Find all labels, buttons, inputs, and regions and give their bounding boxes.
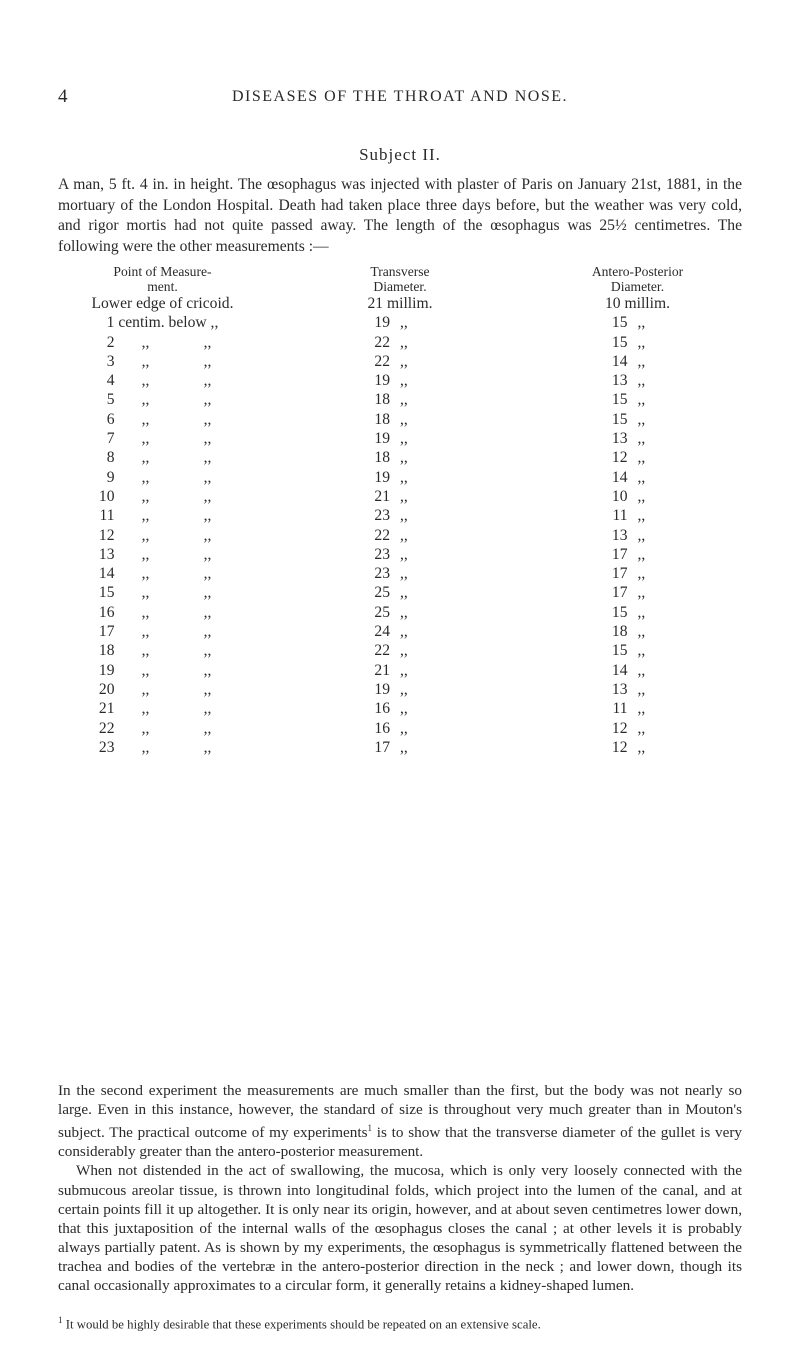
ditto-mark: ,, — [141, 738, 150, 756]
ditto-mark: ,, — [203, 623, 212, 641]
cell-point — [40, 719, 285, 738]
cell-antero — [515, 390, 760, 409]
ditto-mark: ,, — [141, 410, 150, 428]
cell-transverse — [285, 719, 515, 738]
ditto-mark: ,, — [141, 661, 150, 679]
header-antero-line2: Diameter. — [610, 279, 665, 294]
footnote-text: It would be highly desirable that these experiments should be repeated on an extensive scale. — [62, 1317, 541, 1332]
ditto-mark: ,, — [203, 738, 212, 756]
transverse-value: 18 — [374, 391, 390, 409]
ditto-mark: ,, — [637, 314, 646, 332]
paragraph-text: is to show that the transverse diameter of the gullet is very considerably greater than the antero-posterior measurement. — [58, 1124, 742, 1161]
transverse-value: 22 — [374, 526, 390, 544]
ditto-mark: ,, — [203, 430, 212, 448]
cell-transverse — [285, 506, 515, 525]
ditto-mark: ,, — [400, 372, 408, 390]
ditto-mark: ,, — [141, 352, 150, 370]
cell-transverse — [285, 564, 515, 583]
point-number: 2 — [106, 333, 115, 351]
ditto-mark: ,, — [400, 738, 408, 756]
table-row — [40, 429, 760, 448]
antero-value: 17 — [611, 545, 628, 563]
cell-transverse — [285, 371, 515, 390]
header-point — [40, 264, 285, 294]
cell-point — [40, 583, 285, 602]
cell-antero — [515, 738, 760, 757]
cell-transverse — [285, 468, 515, 487]
point-number: 21 — [98, 700, 115, 718]
ditto-mark: ,, — [637, 449, 646, 467]
antero-value: 15 — [611, 642, 628, 660]
ditto-mark: ,, — [203, 603, 212, 621]
cell-point — [40, 680, 285, 699]
table-row — [40, 371, 760, 390]
antero-value: 15 — [611, 314, 628, 332]
antero-value: 14 — [611, 352, 628, 370]
cell-transverse — [285, 641, 515, 660]
cell-antero — [515, 506, 760, 525]
subject-heading: Subject II. — [359, 145, 441, 164]
ditto-mark: ,, — [203, 333, 212, 351]
paragraph-text: In the second experiment the measurements are much smaller than the first, but the body was not nearly so large. Even in this instance, however, the standard of size is throughout very much greater than in Mouton's subject. The practical outcome of my experiments — [58, 1082, 742, 1142]
ditto-mark: ,, — [400, 449, 408, 467]
antero-value: 13 — [611, 372, 628, 390]
ditto-mark: ,, — [141, 526, 150, 544]
cell-antero — [515, 680, 760, 699]
cell-transverse — [285, 738, 515, 757]
ditto-mark: ,, — [400, 700, 408, 718]
ditto-mark: ,, — [141, 642, 150, 660]
point-number: 4 — [106, 372, 115, 390]
ditto-mark: ,, — [141, 584, 150, 602]
antero-value: 15 — [611, 603, 628, 621]
ditto-mark: ,, — [637, 603, 646, 621]
transverse-value: 19 — [374, 680, 390, 698]
ditto-mark: ,, — [203, 391, 212, 409]
table-row — [40, 487, 760, 506]
page-number: 4 — [58, 86, 68, 107]
intro-paragraph: A man, 5 ft. 4 in. in height. The œsophagus was injected with plaster of Paris on January 21st, 1881, in the mortuary of the London Hospital. Death had taken place three days before, but the weather was very cold, and rigor mortis had not quite passed away. The length of the œsophagus was 25½ centimetres. The following were the other measurements :— — [58, 176, 742, 256]
ditto-mark: ,, — [141, 719, 150, 737]
cell-point — [40, 545, 285, 564]
transverse-value: 21 — [374, 487, 390, 505]
ditto-mark: ,, — [203, 719, 212, 737]
cell-point — [40, 410, 285, 429]
ditto-mark: ,, — [203, 372, 212, 390]
cell-transverse — [285, 526, 515, 545]
cell-antero: 10 millim. — [605, 295, 670, 312]
table-row — [40, 410, 760, 429]
ditto-mark: ,, — [400, 526, 408, 544]
ditto-mark: ,, — [637, 487, 646, 505]
cell-transverse — [285, 622, 515, 641]
ditto-mark: ,, — [637, 680, 646, 698]
table-row — [40, 738, 760, 757]
transverse-value: 24 — [374, 623, 390, 641]
cell-transverse: 21 millim. — [367, 295, 433, 312]
ditto-mark: ,, — [400, 680, 408, 698]
cell-antero — [515, 661, 760, 680]
header-transverse-line2: Diameter. — [373, 279, 427, 294]
antero-value: 11 — [612, 700, 628, 718]
transverse-value: 19 — [374, 468, 390, 486]
point-number: 12 — [98, 526, 115, 544]
table-row — [40, 333, 760, 352]
ditto-mark: ,, — [400, 623, 408, 641]
point-number: 7 — [106, 430, 115, 448]
transverse-value: 17 — [374, 738, 390, 756]
cell-antero — [515, 410, 760, 429]
transverse-value: 19 — [374, 372, 390, 390]
cell-transverse — [285, 661, 515, 680]
cell-point — [40, 487, 285, 506]
cell-transverse — [285, 487, 515, 506]
point-number: 8 — [106, 449, 115, 467]
ditto-mark: ,, — [400, 507, 408, 525]
table-row — [40, 680, 760, 699]
transverse-value: 19 — [374, 430, 390, 448]
cell-point — [40, 468, 285, 487]
antero-value: 12 — [611, 719, 628, 737]
table-row — [40, 448, 760, 467]
table-row — [40, 390, 760, 409]
cell-transverse — [285, 680, 515, 699]
antero-value: 15 — [611, 391, 628, 409]
footnote — [58, 1313, 742, 1332]
table-header-row — [40, 264, 760, 294]
cell-transverse — [285, 390, 515, 409]
cell-antero — [515, 641, 760, 660]
ditto-mark: ,, — [141, 507, 150, 525]
cell-point — [40, 699, 285, 718]
ditto-mark: ,, — [203, 584, 212, 602]
cell-point — [40, 526, 285, 545]
transverse-value: 22 — [374, 333, 390, 351]
ditto-mark: ,, — [400, 565, 408, 583]
ditto-mark: ,, — [141, 680, 150, 698]
cell-antero — [515, 622, 760, 641]
cell-antero — [515, 583, 760, 602]
ditto-mark: ,, — [141, 545, 150, 563]
header-transverse — [285, 264, 515, 294]
table-row — [40, 564, 760, 583]
point-number: 15 — [98, 584, 115, 602]
cell-transverse — [285, 603, 515, 622]
cell-transverse — [285, 352, 515, 371]
ditto-mark: ,, — [203, 565, 212, 583]
ditto-mark: ,, — [203, 410, 212, 428]
cell-transverse — [285, 699, 515, 718]
ditto-mark: ,, — [203, 545, 212, 563]
cell-transverse — [285, 448, 515, 467]
ditto-mark: ,, — [637, 623, 646, 641]
ditto-mark: ,, — [141, 430, 150, 448]
table-row — [40, 468, 760, 487]
transverse-value: 25 — [374, 584, 390, 602]
antero-value: 11 — [612, 507, 628, 525]
running-title: DISEASES OF THE THROAT AND NOSE. — [231, 88, 569, 105]
ditto-mark: ,, — [141, 700, 150, 718]
table-row — [40, 294, 760, 313]
ditto-mark: ,, — [203, 352, 212, 370]
table-row — [40, 622, 760, 641]
measurements-table — [40, 264, 760, 757]
ditto-mark: ,, — [400, 410, 408, 428]
transverse-value: 22 — [374, 352, 390, 370]
point-number: 13 — [98, 545, 115, 563]
table-row — [40, 506, 760, 525]
point-number: 22 — [98, 719, 115, 737]
paragraph-second-experiment — [58, 1081, 742, 1161]
point-number: 14 — [98, 565, 115, 583]
transverse-value: 16 — [374, 700, 390, 718]
ditto-mark: ,, — [141, 391, 150, 409]
header-point-line2: ment. — [147, 279, 178, 294]
table-row — [40, 313, 760, 332]
ditto-mark: ,, — [141, 565, 150, 583]
ditto-mark: ,, — [637, 545, 646, 563]
header-transverse-line1: Transverse — [370, 264, 430, 279]
ditto-mark: ,, — [637, 391, 646, 409]
ditto-mark: ,, — [400, 584, 408, 602]
ditto-mark: ,, — [203, 526, 212, 544]
cell-antero — [515, 371, 760, 390]
point-number: 23 — [98, 738, 115, 756]
header-antero-line1: Antero-Posterior — [591, 264, 684, 279]
transverse-value: 25 — [374, 603, 390, 621]
ditto-mark: ,, — [637, 333, 646, 351]
transverse-value: 23 — [374, 565, 390, 583]
cell-point — [40, 352, 285, 371]
cell-point — [40, 603, 285, 622]
cell-point — [40, 564, 285, 583]
antero-value: 10 — [611, 487, 628, 505]
point-number: 17 — [98, 623, 115, 641]
header-antero — [515, 264, 760, 294]
ditto-mark: ,, — [637, 352, 646, 370]
transverse-value: 18 — [374, 449, 390, 467]
ditto-mark: ,, — [400, 661, 408, 679]
ditto-mark: ,, — [141, 468, 150, 486]
ditto-mark: ,, — [141, 487, 150, 505]
antero-value: 13 — [611, 430, 628, 448]
transverse-value: 18 — [374, 410, 390, 428]
ditto-mark: ,, — [637, 372, 646, 390]
antero-value: 13 — [611, 526, 628, 544]
point-number: 19 — [98, 661, 115, 679]
cell-transverse — [285, 583, 515, 602]
antero-value: 12 — [611, 449, 628, 467]
ditto-mark: ,, — [637, 410, 646, 428]
cell-point — [40, 429, 285, 448]
point-number: 18 — [98, 642, 115, 660]
ditto-mark: ,, — [400, 719, 408, 737]
ditto-mark: ,, — [400, 430, 408, 448]
cell-antero — [515, 545, 760, 564]
cell-antero — [515, 526, 760, 545]
ditto-mark: ,, — [637, 430, 646, 448]
cell-point: 1 centim. below ,, — [106, 314, 219, 332]
transverse-value: 19 — [374, 314, 390, 332]
ditto-mark: ,, — [637, 738, 646, 756]
point-number: 5 — [106, 391, 115, 409]
cell-antero — [515, 468, 760, 487]
ditto-mark: ,, — [203, 487, 212, 505]
transverse-value: 23 — [374, 507, 390, 525]
antero-value: 17 — [611, 584, 628, 602]
table-row — [40, 661, 760, 680]
cell-point — [40, 738, 285, 757]
ditto-mark: ,, — [141, 372, 150, 390]
table-row — [40, 526, 760, 545]
cell-point — [40, 622, 285, 641]
point-number: 20 — [98, 680, 115, 698]
header-point-line1: Point of Measure- — [113, 264, 212, 279]
cell-transverse — [285, 333, 515, 352]
ditto-mark: ,, — [400, 642, 408, 660]
ditto-mark: ,, — [400, 352, 408, 370]
cell-antero — [515, 719, 760, 738]
cell-point — [40, 506, 285, 525]
cell-antero — [515, 448, 760, 467]
cell-point — [40, 333, 285, 352]
paragraph-mucosa: When not distended in the act of swallowing, the mucosa, which is only very loosely connected with the submucous areolar tissue, is thrown into longitudinal folds, which project into the lumen of the canal, and at certain points fill it up altogether. It is only near its origin, however, and at about seven centimetres lower down, that this juxtaposition of the internal walls of the œsophagus closes the canal ; at other levels it is probably always partially patent. As is shown by my experiments, the œsophagus is symmetrically flattened between the trachea and bodies of the vertebræ in the antero-posterior direction in the neck ; and lower down, though its canal occasionally approximates to a circular form, it generally retains a kidney-shaped lumen. — [58, 1162, 742, 1294]
ditto-mark: ,, — [203, 507, 212, 525]
antero-value: 15 — [611, 410, 628, 428]
table-row — [40, 641, 760, 660]
ditto-mark: ,, — [400, 487, 408, 505]
cell-point — [40, 371, 285, 390]
ditto-mark: ,, — [400, 545, 408, 563]
cell-transverse — [285, 545, 515, 564]
transverse-value: 16 — [374, 719, 390, 737]
cell-antero — [515, 603, 760, 622]
point-number: 10 — [98, 487, 115, 505]
ditto-mark: ,, — [400, 468, 408, 486]
table-row — [40, 352, 760, 371]
ditto-mark: ,, — [637, 565, 646, 583]
ditto-mark: ,, — [637, 526, 646, 544]
ditto-mark: ,, — [637, 719, 646, 737]
ditto-mark: ,, — [203, 468, 212, 486]
cell-transverse — [285, 313, 515, 332]
ditto-mark: ,, — [637, 468, 646, 486]
antero-value: 12 — [611, 738, 628, 756]
antero-value: 13 — [611, 680, 628, 698]
page-header — [58, 86, 742, 112]
ditto-mark: ,, — [400, 603, 408, 621]
ditto-mark: ,, — [400, 333, 408, 351]
ditto-mark: ,, — [637, 700, 646, 718]
antero-value: 14 — [611, 468, 628, 486]
point-number: 3 — [106, 352, 115, 370]
transverse-value: 22 — [374, 642, 390, 660]
cell-transverse — [285, 410, 515, 429]
footnote-mark: 1 — [58, 1315, 63, 1325]
antero-value: 15 — [611, 333, 628, 351]
transverse-value: 21 — [374, 661, 390, 679]
cell-antero — [515, 313, 760, 332]
ditto-mark: ,, — [637, 584, 646, 602]
antero-value: 18 — [611, 623, 628, 641]
body-text — [58, 1081, 742, 1295]
point-number: 9 — [106, 468, 115, 486]
table-row — [40, 719, 760, 738]
cell-antero — [515, 564, 760, 583]
footnote-ref: 1 — [367, 1123, 373, 1134]
ditto-mark: ,, — [203, 680, 212, 698]
ditto-mark: ,, — [637, 661, 646, 679]
cell-point — [40, 661, 285, 680]
point-number: 11 — [99, 507, 115, 525]
table-row — [40, 603, 760, 622]
cell-point — [40, 448, 285, 467]
cell-antero — [515, 699, 760, 718]
ditto-mark: ,, — [400, 391, 408, 409]
cell-point — [40, 390, 285, 409]
ditto-mark: ,, — [141, 333, 150, 351]
ditto-mark: ,, — [400, 314, 408, 332]
ditto-mark: ,, — [637, 642, 646, 660]
transverse-value: 23 — [374, 545, 390, 563]
table-row — [40, 699, 760, 718]
ditto-mark: ,, — [203, 642, 212, 660]
point-number: 6 — [106, 410, 115, 428]
table-row — [40, 545, 760, 564]
cell-point — [40, 641, 285, 660]
ditto-mark: ,, — [203, 661, 212, 679]
table-row — [40, 583, 760, 602]
point-number: 16 — [98, 603, 115, 621]
ditto-mark: ,, — [141, 603, 150, 621]
cell-antero — [515, 429, 760, 448]
ditto-mark: ,, — [141, 449, 150, 467]
cell-point: Lower edge of cricoid. — [91, 295, 234, 312]
antero-value: 14 — [611, 661, 628, 679]
cell-antero — [515, 333, 760, 352]
ditto-mark: ,, — [203, 449, 212, 467]
cell-transverse — [285, 429, 515, 448]
antero-value: 17 — [611, 565, 628, 583]
ditto-mark: ,, — [637, 507, 646, 525]
cell-antero — [515, 487, 760, 506]
ditto-mark: ,, — [203, 700, 212, 718]
cell-antero — [515, 352, 760, 371]
ditto-mark: ,, — [141, 623, 150, 641]
